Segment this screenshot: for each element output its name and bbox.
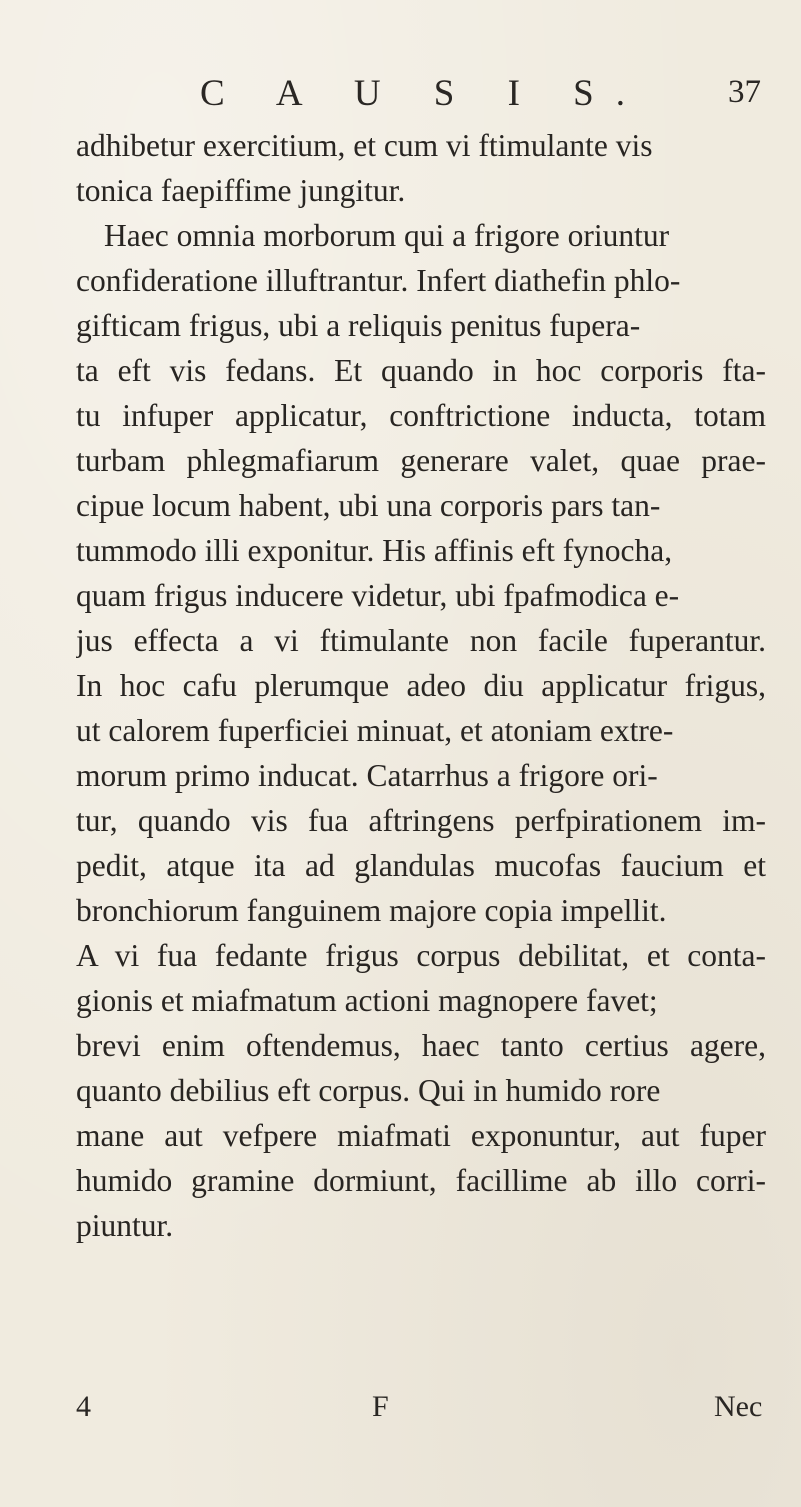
page-footer — [0, 1390, 801, 1440]
text-line: morum primo inducat. Catarrhus a frigore ori- — [76, 758, 658, 793]
catchword: Nec — [714, 1390, 763, 1423]
text-line: tummodo illi exponitur. His affinis eft fynocha, — [76, 533, 673, 568]
text-line: turbam phlegmafiarum generare valet, quae prae- — [76, 443, 766, 478]
text-line: In hoc cafu plerumque adeo diu applicatur frigus, — [76, 668, 766, 703]
running-head: C A U S I S. — [200, 73, 648, 114]
text-line: tu infuper applicatur, conftrictione inducta, totam — [76, 398, 766, 433]
signature-mark: 4 — [76, 1390, 91, 1423]
text-line: piuntur. — [76, 1208, 174, 1243]
text-line: confideratione illuftrantur. Infert diathefin phlo- — [76, 263, 681, 298]
text-line: Haec omnia morborum qui a frigore oriuntur — [104, 218, 670, 253]
page-header — [0, 72, 801, 122]
text-line: cipue locum habent, ubi una corporis pars tan- — [76, 488, 661, 523]
text-line: ta eft vis fedans. Et quando in hoc corporis fta- — [76, 353, 766, 388]
text-line: bronchiorum fanguinem majore copia impellit. — [76, 893, 667, 928]
signature-letter: F — [372, 1390, 389, 1423]
text-line: mane aut vefpere miafmati exponuntur, aut fuper — [76, 1118, 766, 1153]
text-line: tonica faepiffime jungitur. — [76, 173, 406, 208]
text-line: gifticam frigus, ubi a reliquis penitus fupera- — [76, 308, 641, 343]
text-line: A vi fua fedante frigus corpus debilitat, et conta- — [76, 938, 766, 973]
text-line: ut calorem fuperficiei minuat, et atoniam extre- — [76, 713, 674, 748]
text-line: tur, quando vis fua aftringens perfpirationem im- — [76, 803, 766, 838]
text-line: quam frigus inducere videtur, ubi fpafmodica e- — [76, 578, 680, 613]
text-line: quanto debilius eft corpus. Qui in humido rore — [76, 1073, 661, 1108]
text-line: jus effecta a vi ftimulante non facile fuperantur. — [76, 623, 766, 658]
text-line: adhibetur exercitium, et cum vi ftimulante vis — [76, 128, 653, 163]
text-line: pedit, atque ita ad glandulas mucofas faucium et — [76, 848, 766, 883]
text-line: brevi enim oftendemus, haec tanto certius agere, — [76, 1028, 766, 1063]
text-line: humido gramine dormiunt, facillime ab illo corri- — [76, 1163, 766, 1198]
page-number: 37 — [728, 74, 761, 110]
text-line: gionis et miafmatum actioni magnopere favet; — [76, 983, 658, 1018]
